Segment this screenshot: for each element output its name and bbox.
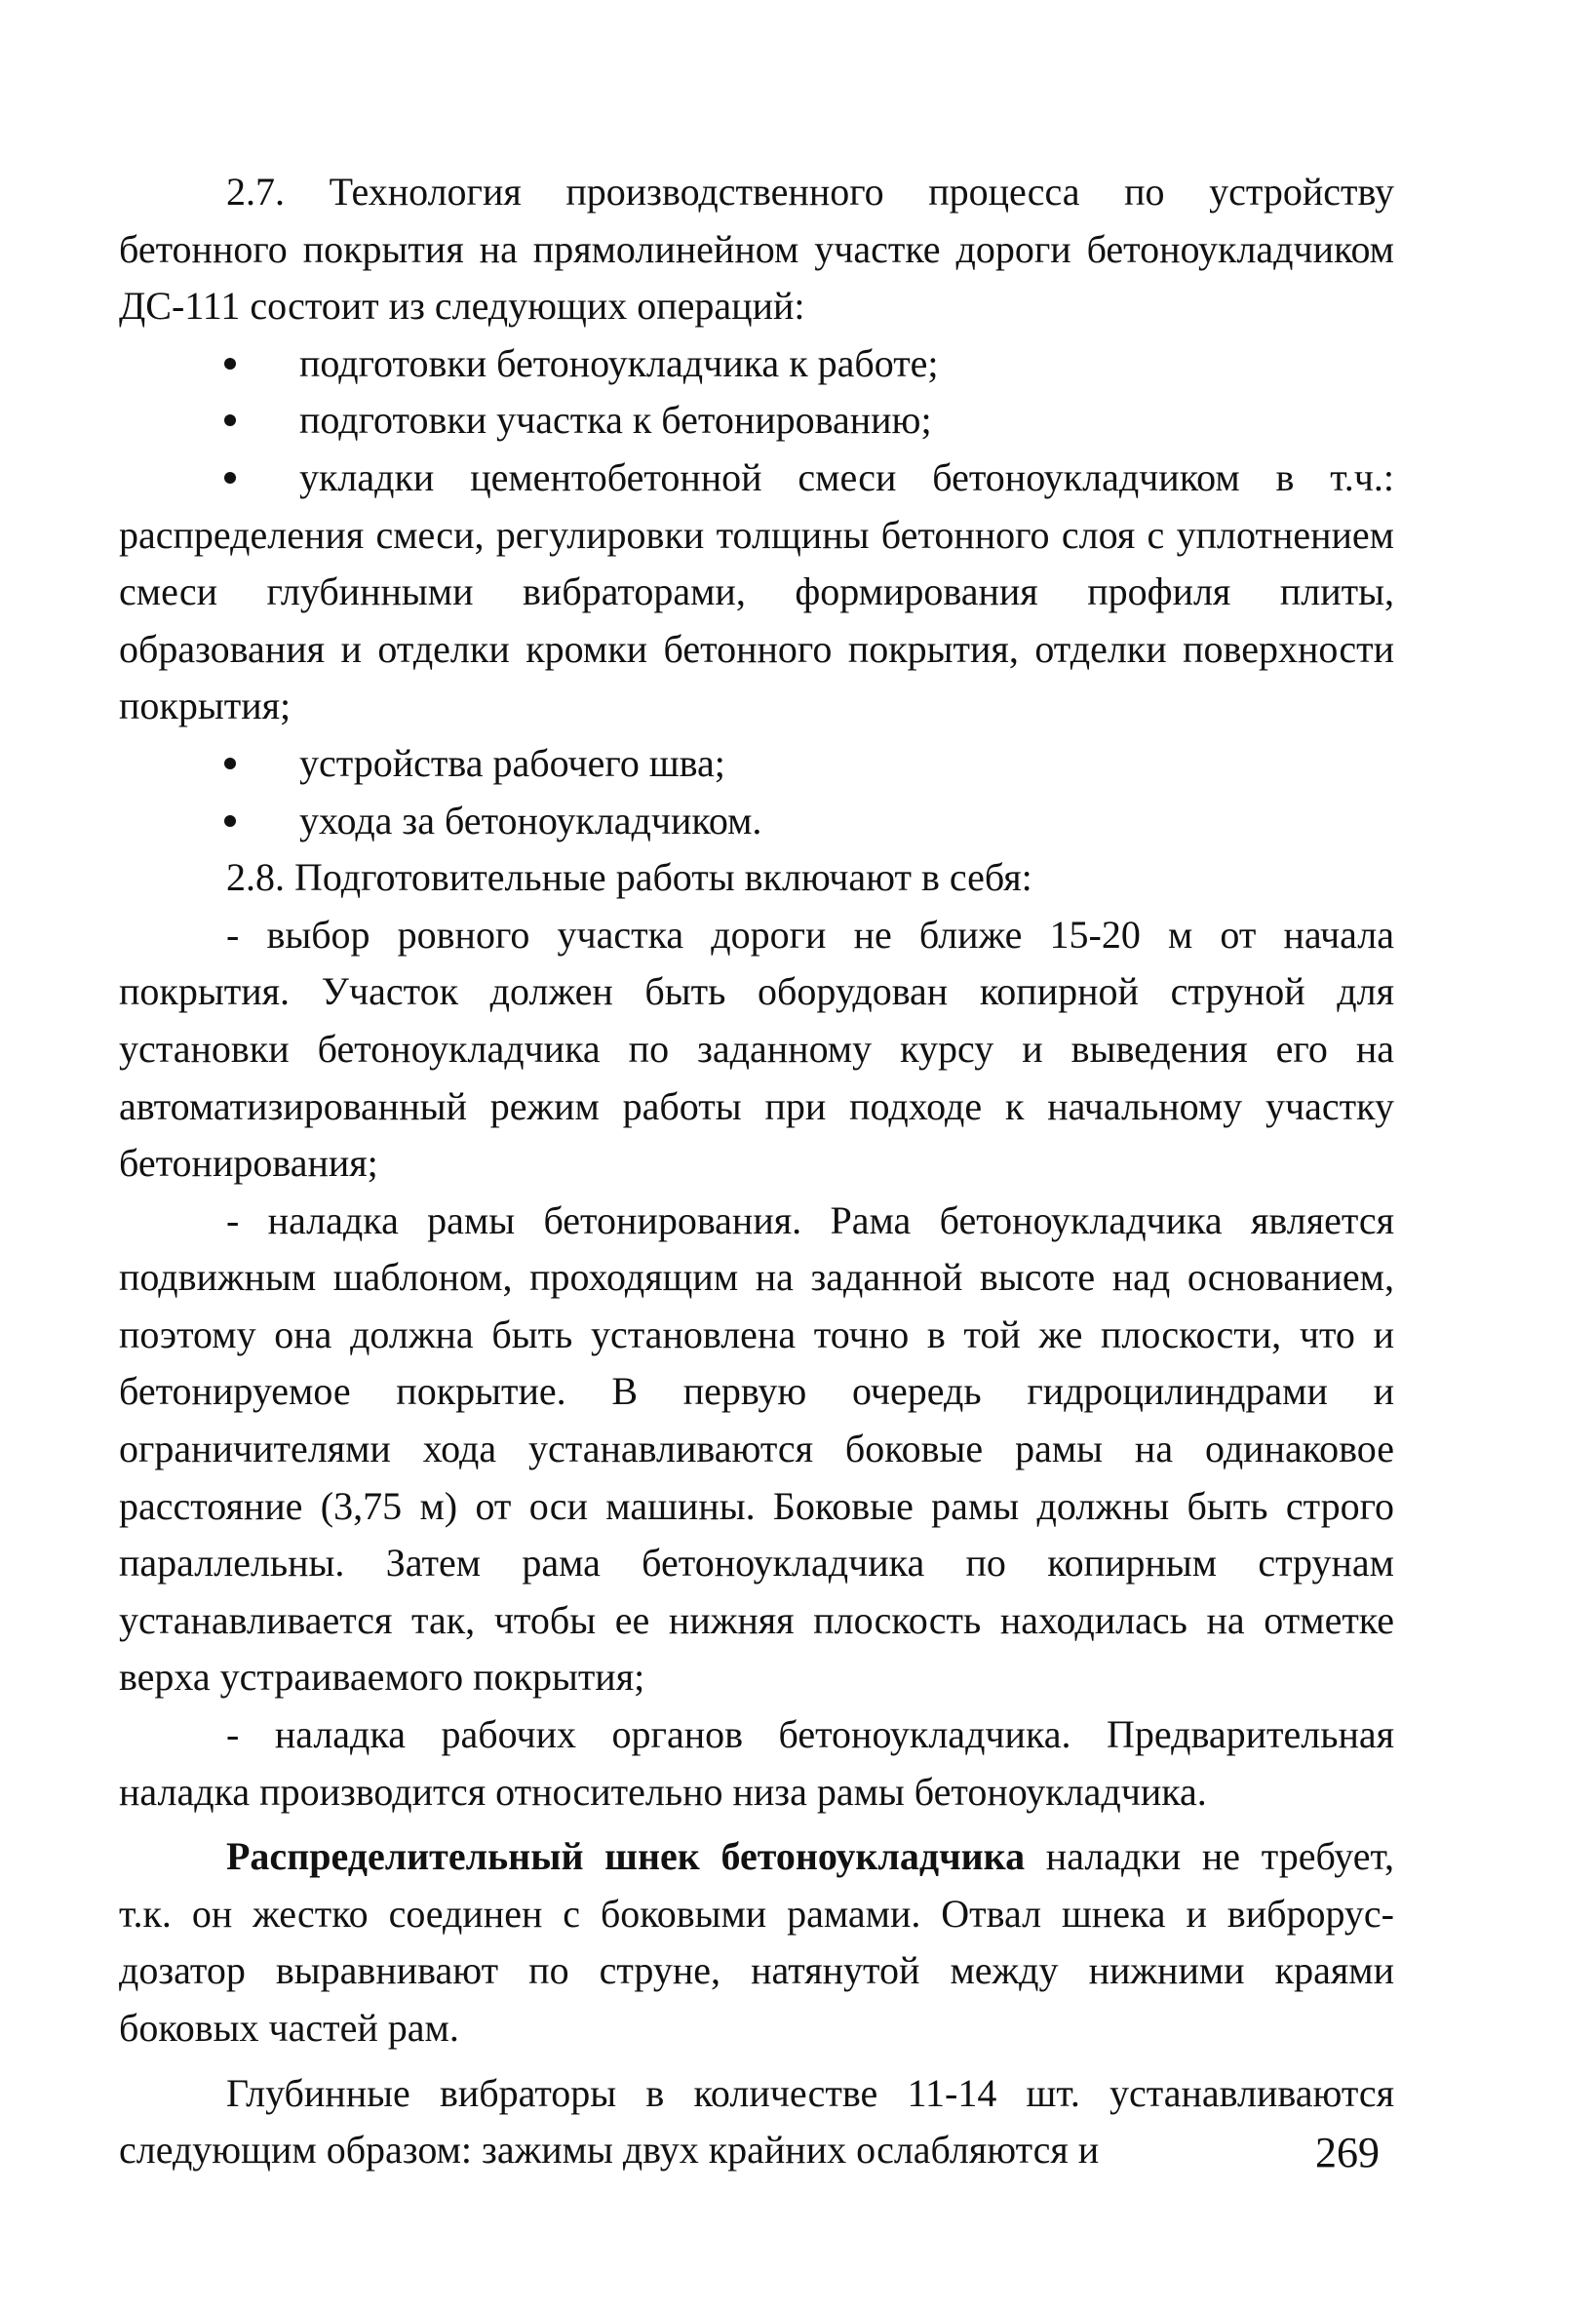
list-item-text: подготовки бетоноукладчика к работе; — [299, 340, 939, 385]
section-2-7-intro: 2.7. Технология производственного процесса по устройству бетонного покрытия на прямолинейном участке дороги бетоноукладчиком ДС-111 состоит из следующих операций: — [119, 170, 1394, 329]
bullet-icon — [224, 358, 236, 370]
body-text — [119, 164, 1394, 2179]
section-2-8-intro: 2.8. Подготовительные работы включают в себя: — [226, 855, 1032, 900]
auger-paragraph — [119, 1828, 1394, 2056]
auger-text: наладки не требует, т.к. он жестко соединен с боковыми рамами. Отвал шнека и виброрус-дозатор выравнивают по струне, натянутой между нижними краями боковых частей рам. — [119, 1834, 1394, 2050]
page-number: 269 — [1315, 2129, 1380, 2176]
list-item — [119, 793, 1394, 850]
auger-bold-lead: Распределительный шнек бетоноукладчика — [226, 1834, 1026, 1879]
bullet-icon — [224, 414, 236, 426]
list-item-text: ухода за бетоноукладчиком. — [299, 798, 762, 842]
list-item — [119, 735, 1394, 793]
list-item-text: подготовки участка к бетонированию; — [299, 398, 932, 443]
bullet-icon — [224, 815, 236, 827]
list-item-text: устройства рабочего шва; — [299, 740, 725, 785]
list-item — [119, 450, 1394, 735]
operations-list — [119, 335, 1394, 849]
list-item — [119, 392, 1394, 450]
vibrators-paragraph: Глубинные вибраторы в количестве 11-14 шт. устанавливаются следующим образом: зажимы двух крайних ослабляются и — [119, 2070, 1394, 2173]
bullet-icon — [224, 758, 236, 769]
list-item — [119, 335, 1394, 393]
prep-item-working-parts: - наладка рабочих органов бетоноукладчика. Предварительная наладка производится относительно низа рамы бетоноукладчика. — [119, 1712, 1394, 1814]
prep-item-frame-setup: - наладка рамы бетонирования. Рама бетоноукладчика является подвижным шаблоном, проходящим на заданной высоте над основанием, поэтому она должна быть установлена точно в той же плоскости, что и бетонируемое покрытие. В первую очередь гидроцилиндрами и ограничителями хода устанавливаются боковые рамы на одинаковое расстояние (3,75 м) от оси машины. Боковые рамы должны быть строго параллельны. Затем рама бетоноукладчика по копирным струнам устанавливается так, чтобы ее нижняя плоскость находилась на отметке верха устраиваемого покрытия; — [119, 1197, 1394, 1700]
prep-item-road-section: - выбор ровного участка дороги не ближе 15-20 м от начала покрытия. Участок должен быть оборудован копирной струной для установки бетоноукладчика по заданному курсу и выведения его на автоматизированный режим работы при подходе к начальному участку бетонирования; — [119, 912, 1394, 1186]
bullet-icon — [224, 472, 236, 484]
list-item-text: укладки цементобетонной смеси бетоноукладчиком в т.ч.: распределения смеси, регулировки толщины бетонного слоя с уплотнением смеси глубинными вибраторами, формирования профиля плиты, образования и отделки кромки бетонного покрытия, отделки поверхности покрытия; — [119, 454, 1394, 728]
